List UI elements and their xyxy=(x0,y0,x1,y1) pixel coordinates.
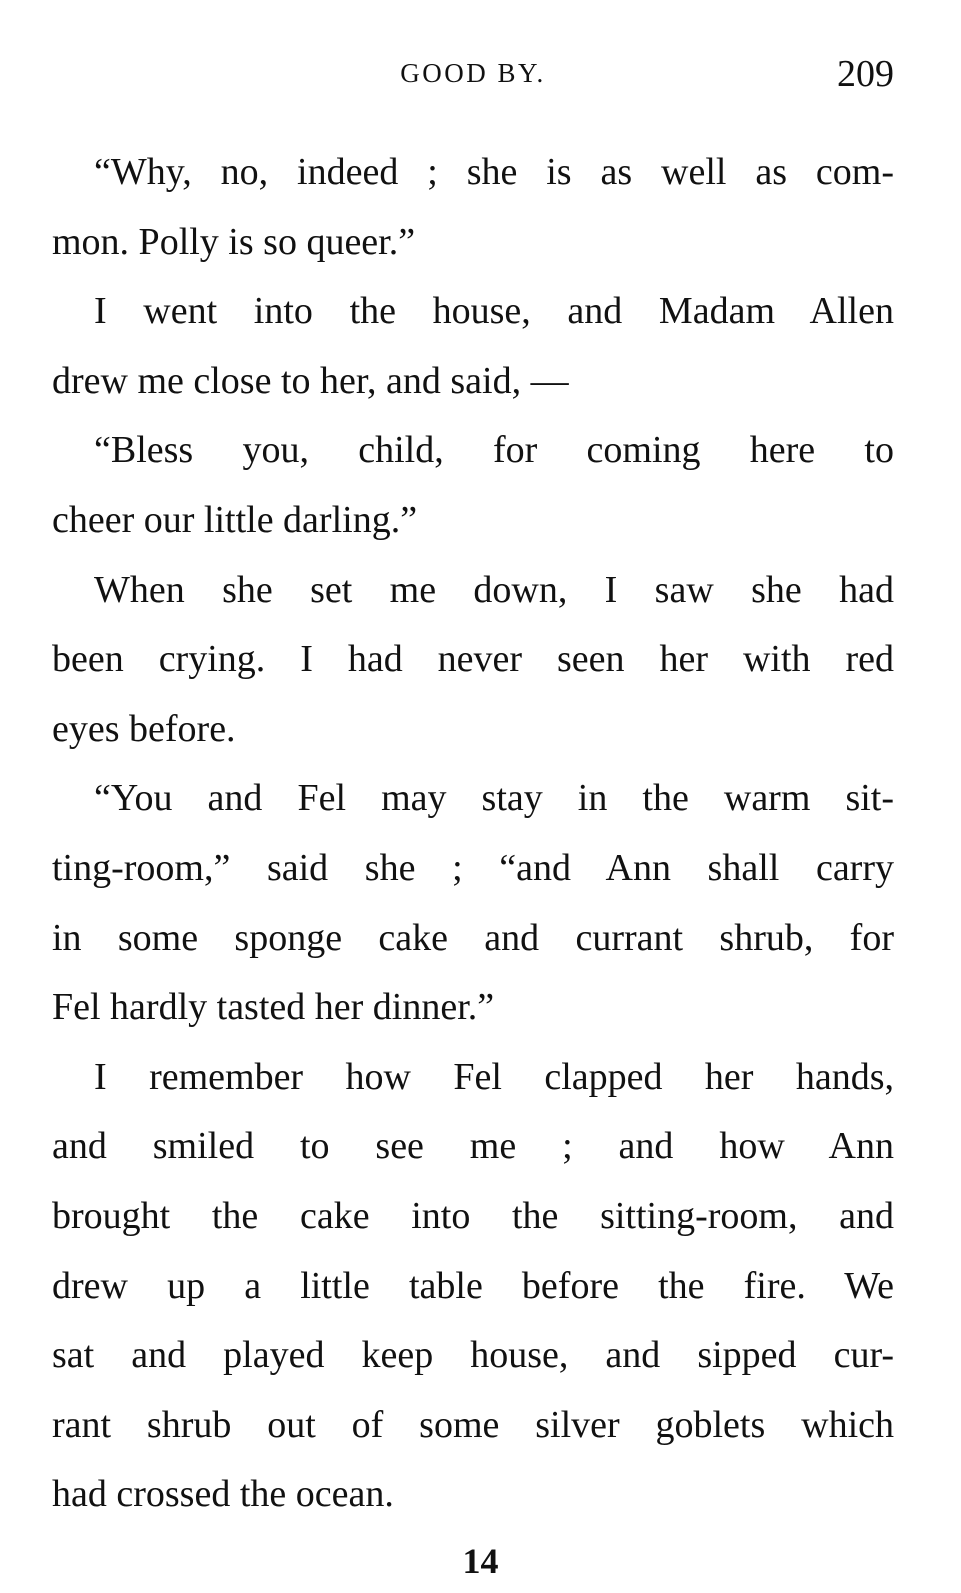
text-line: drew up a little table before the fire. We xyxy=(52,1264,894,1307)
text-line: I remember how Fel clapped her hands, xyxy=(94,1055,894,1098)
body-text xyxy=(52,138,894,1530)
text-line: “You and Fel may stay in the warm sit- xyxy=(94,777,894,820)
text-line: cheer our little darling.” xyxy=(52,498,418,541)
text-line: rant shrub out of some silver goblets which xyxy=(52,1403,894,1446)
text-line: brought the cake into the sitting-room, and xyxy=(52,1194,894,1237)
running-title: GOOD BY. xyxy=(400,58,546,88)
text-line: and smiled to see me ; and how Ann xyxy=(52,1125,894,1168)
page-number: 209 xyxy=(837,53,894,95)
text-line: Fel hardly tasted her dinner.” xyxy=(52,986,495,1029)
text-line: eyes before. xyxy=(52,707,236,750)
signature-mark: 14 xyxy=(462,1541,499,1581)
text-line: When she set me down, I saw she had xyxy=(94,568,894,611)
text-line: mon. Polly is so queer.” xyxy=(52,220,416,263)
text-line: ting-room,” said she ; “and Ann shall carry xyxy=(52,846,894,889)
text-line: “Why, no, indeed ; she is as well as com- xyxy=(94,151,894,193)
text-line: in some sponge cake and currant shrub, for xyxy=(52,916,894,959)
text-line: drew me close to her, and said, — xyxy=(52,359,569,402)
text-line: had crossed the ocean. xyxy=(52,1473,394,1516)
text-line: been crying. I had never seen her with red xyxy=(52,638,894,681)
running-head xyxy=(52,52,894,102)
text-line: I went into the house, and Madam Allen xyxy=(94,290,894,333)
text-line: “Bless you, child, for coming here to xyxy=(94,429,894,472)
text-line: sat and played keep house, and sipped cur- xyxy=(52,1334,894,1377)
